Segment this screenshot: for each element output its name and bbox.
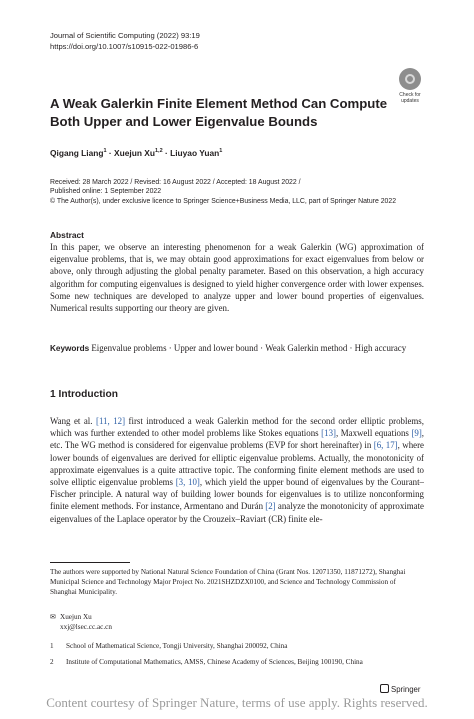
author-affiliation-mark: 1,2 <box>154 148 163 155</box>
intro-text: analyze the monotonicity of approximate eigenvalues of the Laplace operator by the Crouzeix–Raviart (CR) finite ele- <box>50 501 424 524</box>
journal-citation: Journal of Scientific Computing (2022) 93:19 <box>50 31 200 40</box>
author-list: Qigang Liang$^1$ · Xuejun Xu$^{1,2}$ · Liuyao Yuan$^1$ <box>50 148 223 158</box>
intro-text: , which yield the upper bound of eigenvalues by the Courant–Fischer principle. A natural way of building lower bounds for eigenvalues is to utilize nonconforming finite element methods. For instance, Armentano and Durán <box>50 477 424 512</box>
author-affiliation-mark: 1 <box>103 148 107 155</box>
citation-link[interactable]: [11, 12] <box>95 416 126 426</box>
intro-text: , etc. The WG method is considered for eigenvalue problems (EVP for short hereinafter) in <box>50 428 425 451</box>
section-title: Introduction <box>58 389 118 400</box>
abstract-text: In this paper, we observe an interesting phenomenon for a weak Galerkin (WG) approximation of eigenvalue problems, that is, we may obtain good approximations for exact eigenvalues from below or above, only through adjusting the global penalty parameter. Based on this observation, a high accuracy algorithm for computing eigenvalues is designed to yield higher convergence order with lower expenses. Some new techniques are developed to analyze upper and lower bound properties of eigenvalues. Numerical results supporting our theory are given. <box>50 242 424 314</box>
intro-text: first introduced a weak Galerkin method for the second order elliptic problems, which was further extended to other model problems like Stokes equations <box>50 416 424 439</box>
corresponding-author: Xuejun Xu <box>60 613 92 621</box>
badge-line-1: Check for <box>399 92 421 98</box>
dates-line: Published online: 1 September 2022 <box>50 188 162 196</box>
publication-history <box>50 178 430 206</box>
keywords-text: Eigenvalue problems · Upper and lower bound · Weak Galerkin method · High accuracy <box>91 343 407 353</box>
email-link[interactable]: xxj@lsec.cc.ac.cn <box>60 623 112 631</box>
doi-link[interactable]: https://doi.org/10.1007/s10915-022-01986-6 <box>50 42 199 51</box>
journal-header <box>50 30 200 52</box>
affiliation-text: Institute of Computational Mathematics, AMSS, Chinese Academy of Sciences, Beijing 100190, China <box>66 658 363 666</box>
courtesy-watermark: Content courtesy of Springer Nature, terms of use apply. Rights reserved. <box>46 695 428 710</box>
author-name[interactable]: Liuyao Yuan <box>170 148 220 158</box>
section-number: 1 <box>50 389 56 400</box>
author-affiliation-mark: 1 <box>219 148 223 155</box>
paper-title: A Weak Galerkin Finite Element Method Can Compute Both Upper and Lower Eigenvalue Bounds <box>50 96 388 129</box>
affiliation-item <box>50 657 430 667</box>
citation-link[interactable]: [2] <box>265 501 276 512</box>
affiliation-number: 1 <box>50 642 54 650</box>
correspondence-block <box>50 612 112 632</box>
keywords-label: Keywords <box>50 344 90 353</box>
badge-line-2: updates <box>401 98 419 104</box>
keywords-block <box>50 342 424 355</box>
check-updates-icon <box>399 68 421 90</box>
publisher-logo <box>380 684 420 694</box>
springer-horse-icon <box>380 684 389 693</box>
intro-text: , Maxwell equations <box>335 428 412 439</box>
affiliation-number: 2 <box>50 658 54 666</box>
introduction-paragraph <box>50 415 424 525</box>
citation-link[interactable]: [13] <box>321 428 336 439</box>
publisher-name: Springer <box>391 685 421 694</box>
intro-text: Wang et al. <box>50 416 96 426</box>
affiliation-text: School of Mathematical Science, Tongji University, Shanghai 200092, China <box>66 642 288 650</box>
affiliation-item <box>50 641 430 651</box>
section-heading <box>50 389 118 400</box>
footnote-divider <box>50 562 130 563</box>
copyright-line: © The Author(s), under exclusive licence to Springer Science+Business Media, LLC, part of Springer Nature 2022 <box>50 197 397 205</box>
abstract-heading: Abstract <box>50 230 84 240</box>
author-name[interactable]: Xuejun Xu <box>114 148 155 158</box>
dates-line: Received: 28 March 2022 / Revised: 16 August 2022 / Accepted: 18 August 2022 / <box>50 179 301 186</box>
intro-text: , where lower bounds of eigenvalues are derived for elliptic eigenvalue problems. Actually, the monotonicity of approximate eigenvalues is a quite attractive topic. The conforming finite element methods are used to solve elliptic eigenvalue problems <box>50 440 424 488</box>
citation-link[interactable]: [3, 10] <box>175 477 200 488</box>
envelope-icon: ✉ <box>50 613 57 621</box>
author-name[interactable]: Qigang Liang <box>50 148 104 158</box>
funding-footnote: The authors were supported by National Natural Science Foundation of China (Grant Nos. 12071350, 11871272), Shanghai Municipal Science and Technology Major Project No. 2021SHZDZX0100, and Science and Technology Commission of Shanghai Municipality. <box>50 568 406 596</box>
citation-link[interactable]: [9] <box>411 428 422 439</box>
citation-link[interactable]: [6, 17] <box>373 440 398 451</box>
